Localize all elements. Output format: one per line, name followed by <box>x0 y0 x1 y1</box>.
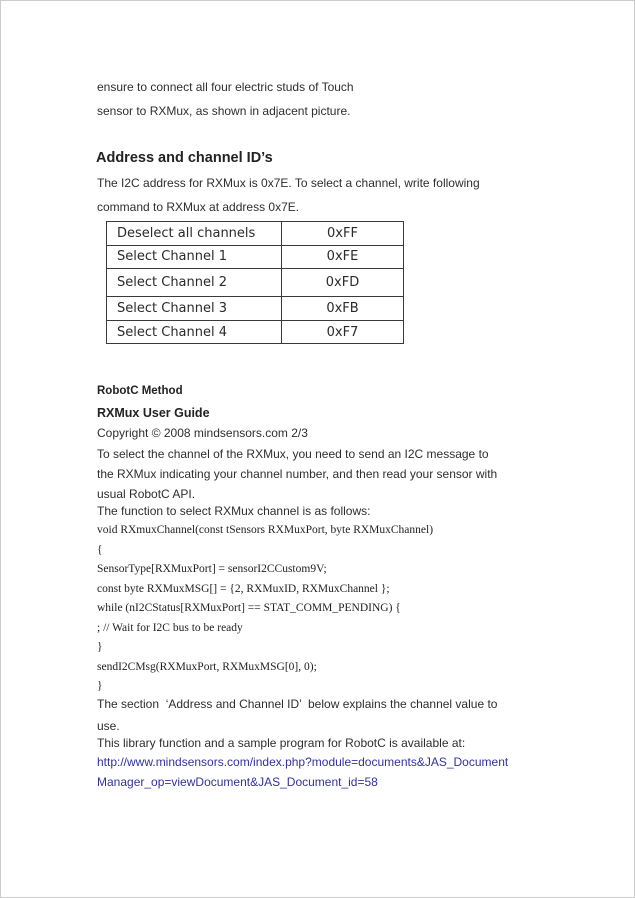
channel-label: Select Channel 3 <box>107 297 282 321</box>
robotc-body-line: To select the channel of the RXMux, you need to send an I2C message to <box>97 447 489 461</box>
channel-value: 0xFB <box>282 297 404 321</box>
code-line: { <box>97 543 103 556</box>
document-link-line[interactable]: http://www.mindsensors.com/index.php?module=documents&JAS_Document <box>97 755 509 769</box>
code-line: SensorType[RXMuxPort] = sensorI2CCustom9V; <box>97 563 327 575</box>
code-line: const byte RXMuxMSG[] = {2, RXMuxID, RXMuxChannel }; <box>97 582 390 595</box>
robotc-paragraph <box>97 444 497 504</box>
channel-label: Select Channel 4 <box>107 320 282 344</box>
table-row <box>107 297 404 321</box>
note-paragraph <box>97 693 497 737</box>
robotc-body-line: usual RobotC API. <box>97 487 196 501</box>
code-line: sendI2CMsg(RXMuxPort, RXMuxMSG[0], 0); <box>97 660 317 673</box>
code-listing <box>97 521 433 697</box>
code-line: while (nI2CStatus[RXMuxPort] == STAT_COMM_PENDING) { <box>97 602 401 614</box>
document-link[interactable] <box>97 752 508 792</box>
table-row <box>107 320 404 344</box>
channel-value: 0xFF <box>282 222 404 246</box>
rxmux-user-guide-heading: RXMux User Guide <box>97 406 210 420</box>
note-line: The section ‘Address and Channel ID’ below explains the channel value to <box>97 697 498 711</box>
code-line: void RXmuxChannel(const tSensors RXMuxPort, byte RXMuxChannel) <box>97 524 434 536</box>
address-section-paragraph <box>97 171 480 219</box>
robotc-method-heading: RobotC Method <box>97 385 183 397</box>
channel-value: 0xFE <box>282 245 404 269</box>
intro-line: ensure to connect all four electric studs of Touch <box>97 80 354 94</box>
intro-paragraph <box>97 75 354 123</box>
document-link-line[interactable]: Manager_op=viewDocument&JAS_Document_id=58 <box>97 775 378 789</box>
copyright-line: Copyright © 2008 mindsensors.com 2/3 <box>97 426 308 440</box>
table-row <box>107 222 404 246</box>
address-body-line: command to RXMux at address 0x7E. <box>97 200 300 214</box>
channel-label: Deselect all channels <box>107 222 282 246</box>
note-line: use. <box>97 719 120 733</box>
table-row <box>107 269 404 297</box>
address-body-line: The I2C address for RXMux is 0x7E. To select a channel, write following <box>97 176 480 190</box>
channel-value: 0xF7 <box>282 320 404 344</box>
address-section-heading: Address and channel ID’s <box>96 150 273 166</box>
availability-line: This library function and a sample program for RobotC is available at: <box>97 736 466 750</box>
table-row <box>107 245 404 269</box>
intro-line: sensor to RXMux, as shown in adjacent picture. <box>97 104 351 118</box>
code-intro-line: The function to select RXMux channel is as follows: <box>97 504 371 518</box>
robotc-body-line: the RXMux indicating your channel number, and then read your sensor with <box>97 467 498 481</box>
code-line: } <box>97 641 103 653</box>
channel-label: Select Channel 1 <box>107 245 282 269</box>
code-line: } <box>97 680 103 692</box>
channel-table <box>106 221 404 344</box>
channel-value: 0xFD <box>282 269 404 297</box>
code-line: ; // Wait for I2C bus to be ready <box>97 621 243 634</box>
channel-label: Select Channel 2 <box>107 269 282 297</box>
